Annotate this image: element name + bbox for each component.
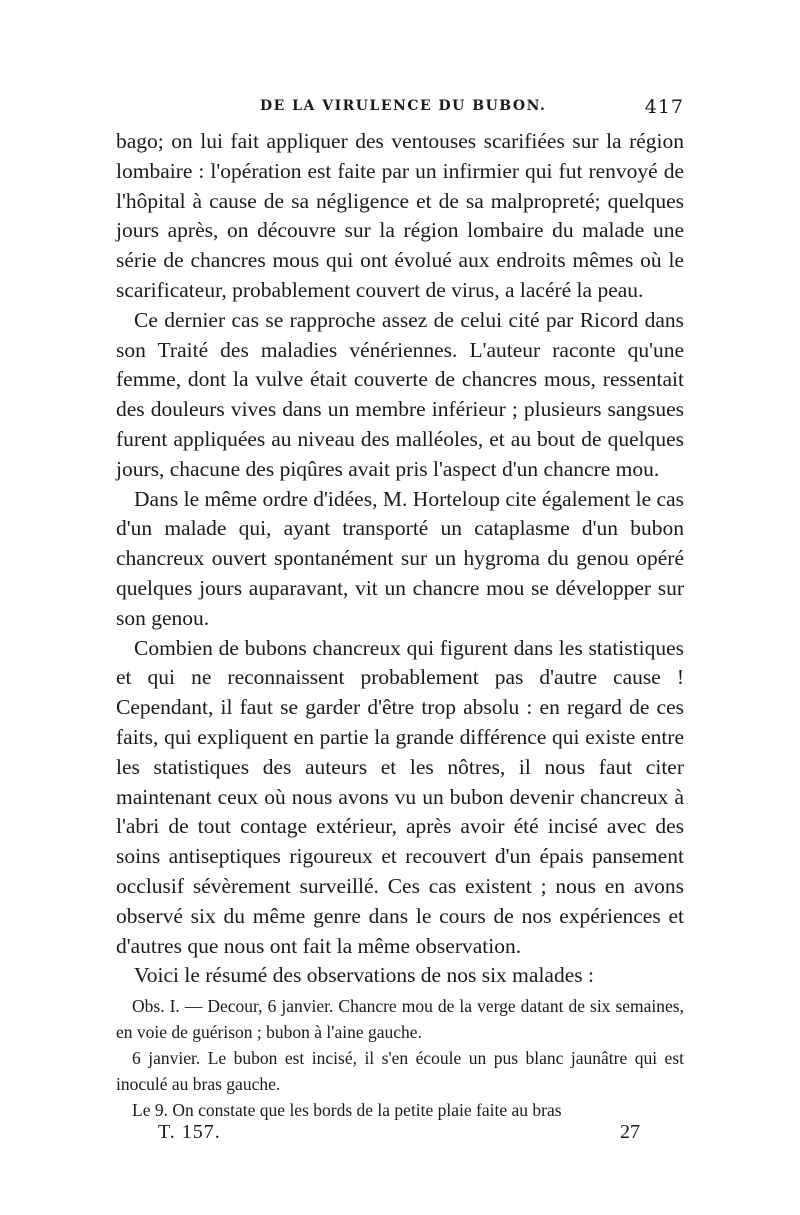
- page-footer: [116, 1121, 684, 1151]
- page-header: [116, 96, 684, 124]
- observation-notes: [116, 993, 684, 1123]
- paragraph: bago; on lui fait appliquer des ventouses scarifiées sur la région lombaire : l'opération est faite par un infirmier qui fut renvoyé de l'hôpital à cause de sa négligence et de sa malpropreté; quelques jours après, on découvre sur la région lombaire du malade une série de chancres mous qui ont évolué aux endroits mêmes où le scarificateur, probablement couvert de virus, a lacéré la peau.: [116, 129, 684, 302]
- observation-entry: 6 janvier. Le bubon est incisé, il s'en écoule un pus blanc jaunâtre qui est inoculé au bras gauche.: [116, 1048, 684, 1094]
- observation-entry: Le 9. On constate que les bords de la petite plaie faite au bras: [132, 1100, 562, 1120]
- volume-signature: T. 157.: [158, 1121, 221, 1143]
- paragraph: Dans le même ordre d'idées, M. Horteloup cite également le cas d'un malade qui, ayant transporté un cataplasme d'un bubon chancreux ouvert spontanément sur un hygroma du genou opéré quelques jours auparavant, vit un chancre mou se développer sur son genou.: [116, 486, 684, 630]
- observation-entry: Obs. I. — Decour, 6 janvier. Chancre mou de la verge datant de six semaines, en voie de guérison ; bubon à l'aine gauche.: [116, 996, 684, 1042]
- paragraph: Ce dernier cas se rapproche assez de celui cité par Ricord dans son Traité des maladies vénériennes. L'auteur raconte qu'une femme, dont la vulve était couverte de chancres mous, ressentait des douleurs vives dans un membre inférieur ; plusieurs sangsues furent appliquées au niveau des malléoles, et au bout de quelques jours, chacune des piqûres avait pris l'aspect d'un chancre mou.: [116, 307, 684, 481]
- page-number: 417: [644, 96, 684, 118]
- paragraph: Voici le résumé des observations de nos six malades :: [134, 963, 594, 988]
- sheet-number: 27: [620, 1121, 640, 1143]
- body-text: [116, 127, 684, 991]
- paragraph: Combien de bubons chancreux qui figurent dans les statistiques et qui ne reconnaissent probablement pas d'autre cause ! Cependant, il faut se garder d'être trop absolu : en regard de ces faits, qui expliquent en partie la grande différence qui existe entre les statistiques des auteurs et les nôtres, il nous faut citer maintenant ceux où nous avons vu un bubon devenir chancreux à l'abri de tout contage extérieur, après avoir été incisé avec des soins antiseptiques rigoureux et recouvert d'un épais pansement occlusif sévèrement surveillé. Ces cas existent ; nous en avons observé six du même genre dans le cours de nos expériences et d'autres que nous ont fait la même observation.: [116, 635, 684, 958]
- running-title: DE LA VIRULENCE DU BUBON.: [260, 98, 547, 114]
